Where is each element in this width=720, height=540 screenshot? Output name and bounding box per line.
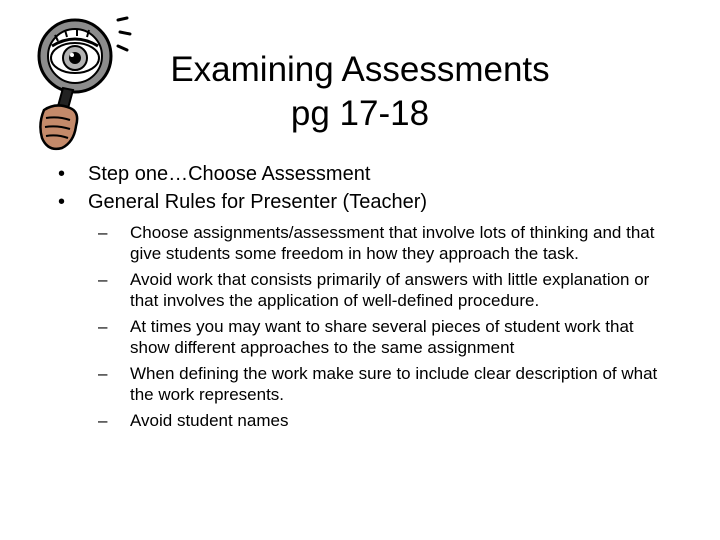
sub-bullet-item xyxy=(98,316,678,358)
dash-marker: – xyxy=(98,317,108,336)
sub-bullet-item xyxy=(98,222,678,264)
bullet-marker: • xyxy=(58,163,66,185)
dash-marker: – xyxy=(98,270,108,289)
sub-bullet-text: At times you may want to share several pieces of student work that show different approaches to the same assignment xyxy=(130,317,634,357)
sub-bullet-list xyxy=(98,222,678,431)
bullet-marker: • xyxy=(58,191,66,213)
magnifying-glass-eye-icon xyxy=(30,14,135,154)
motion-lines-icon xyxy=(118,18,130,50)
sub-bullet-text: Choose assignments/assessment that involve lots of thinking and that give students some freedom in how they approach the task. xyxy=(130,223,655,263)
title-line-1: Examining Assessments xyxy=(170,50,550,89)
sub-bullet-text: When defining the work make sure to include clear description of what the work represents. xyxy=(130,364,658,404)
page-title xyxy=(130,48,590,136)
bullet-text: General Rules for Presenter (Teacher) xyxy=(88,191,428,213)
sub-bullet-text: Avoid work that consists primarily of answers with little explanation or that involves the application of well-defined procedure. xyxy=(130,270,650,310)
sub-bullet-item xyxy=(98,410,678,431)
bullet-text: Step one…Choose Assessment xyxy=(88,163,371,185)
title-line-2: pg 17-18 xyxy=(290,94,430,133)
dash-marker: – xyxy=(98,223,108,242)
sub-bullet-item xyxy=(98,363,678,405)
dash-marker: – xyxy=(98,364,108,383)
bullet-item xyxy=(58,160,698,188)
bullet-item xyxy=(58,188,698,431)
sub-bullet-item xyxy=(98,269,678,311)
dash-marker: – xyxy=(98,411,108,430)
sub-bullet-text: Avoid student names xyxy=(130,411,289,430)
bullet-list xyxy=(58,160,698,436)
